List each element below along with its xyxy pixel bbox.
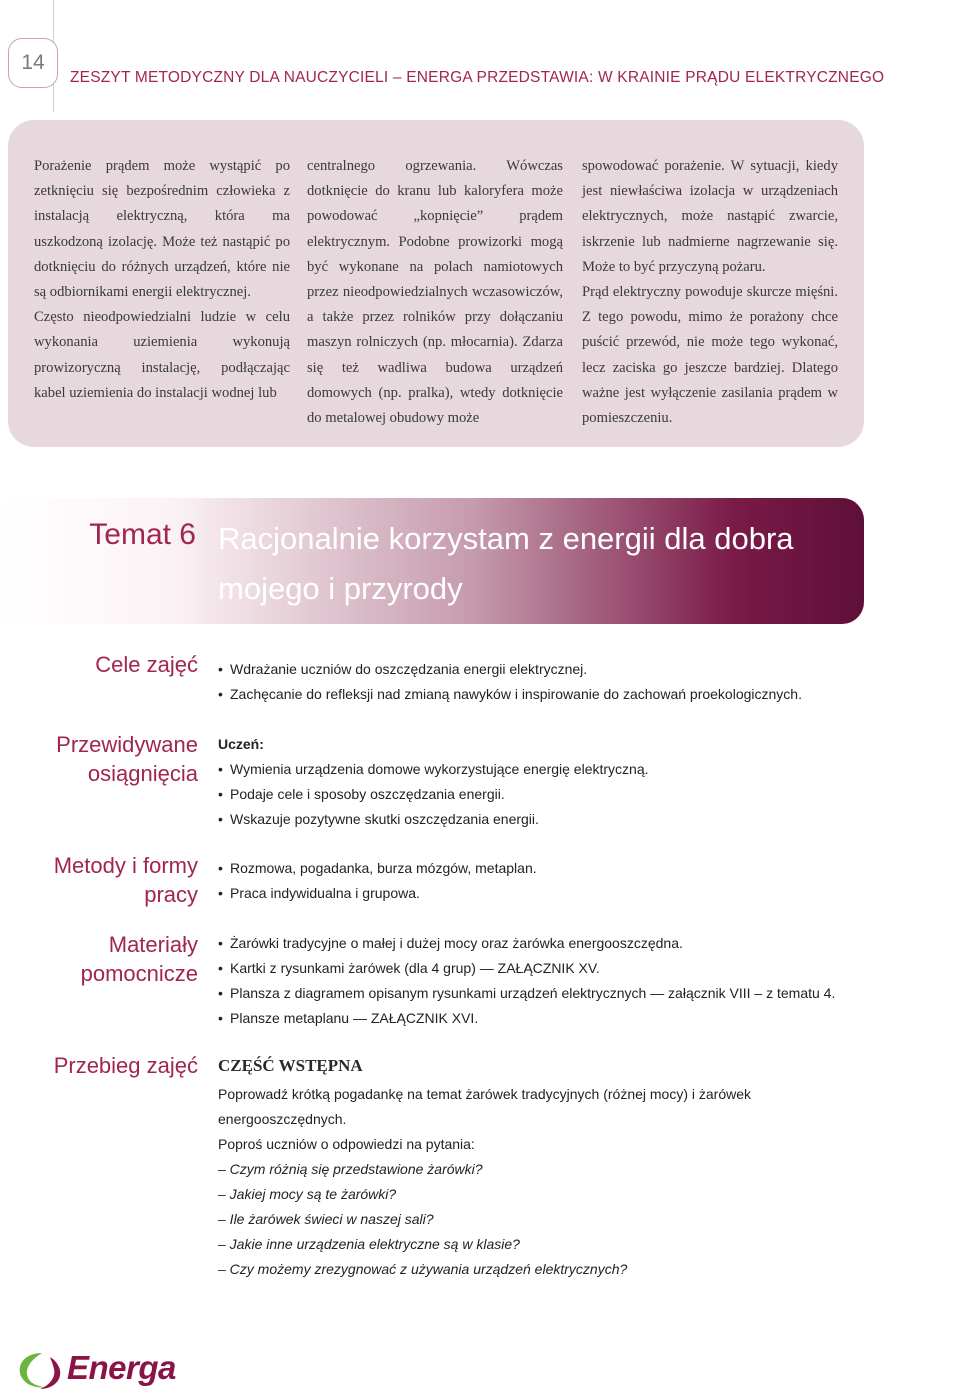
list-item-text: Wymienia urządzenia domowe wykorzystujące energię elektryczną.: [230, 761, 649, 777]
info-paragraph: Często nieodpowiedzialni ludzie w celu wykonania uziemienia wykonują prowizoryczną instalację, podłączając kabel uziemienia do instalacji wodnej lub: [34, 309, 290, 401]
question-item: – Czym różnią się przedstawione żarówki?: [218, 1161, 483, 1177]
bullet: •: [218, 935, 223, 951]
energa-logo-text: Energa: [67, 1349, 176, 1386]
info-column-3: [582, 154, 838, 431]
bullet: •: [218, 661, 223, 677]
list-item: [218, 881, 908, 906]
bullet: •: [218, 686, 223, 702]
list-item-text: Kartki z rysunkami żarówek (dla 4 grup) — ZAŁĄCZNIK XV.: [230, 960, 600, 976]
section-materials: [218, 931, 908, 1031]
question-item: – Jakie inne urządzenia elektryczne są w klasie?: [218, 1236, 520, 1252]
list-item: [218, 1006, 908, 1031]
list-item: [218, 657, 908, 682]
section-label-course: Przebieg zajęć: [53, 1053, 198, 1078]
list-item-text: Rozmowa, pogadanka, burza mózgów, metaplan.: [230, 860, 537, 876]
list-item: [218, 856, 908, 881]
info-paragraph: spowodować porażenie. W sytuacji, kiedy jest niewłaściwa izolacja w urządzeniach elektrycznych, może nastąpić zwarcie, iskrzenie lub nadmierne nagrzewanie się. Może to być przyczyną pożaru.: [582, 158, 838, 275]
section-label-line: pracy: [144, 882, 198, 907]
course-paragraph: Poprowadź krótką pogadankę na temat żarówek tradycyjnych (różnej mocy) i żarówek energooszczędnych.: [218, 1086, 752, 1127]
section-outcomes: [218, 732, 908, 832]
list-item: [218, 956, 908, 981]
info-paragraph: Porażenie prądem może wystąpić po zetknięciu się bezpośrednim człowieka z instalacją elektryczną, która ma uszkodzoną izolację. Może też nastąpić po dotknięciu do różnych urządzeń, które nie są odbiornikami energii elektrycznej.: [34, 158, 290, 301]
bullet: •: [218, 885, 223, 901]
bullet: •: [218, 960, 223, 976]
list-item-text: Podaje cele i sposoby oszczędzania energii.: [230, 786, 505, 802]
list-item-text: Żarówki tradycyjne o małej i dużej mocy oraz żarówka energooszczędna.: [230, 935, 683, 951]
list-item-text: Plansze metaplanu — ZAŁĄCZNIK XVI.: [230, 1010, 479, 1026]
bullet: •: [218, 860, 223, 876]
list-item: [218, 807, 908, 832]
section-label-materials: [81, 930, 198, 988]
energa-logo-icon: [16, 1349, 66, 1393]
section-label-line: pomocnicze: [80, 961, 198, 986]
bullet: •: [218, 985, 223, 1001]
bullet: •: [218, 1010, 223, 1026]
question-item: – Jakiej mocy są te żarówki?: [218, 1186, 397, 1202]
bullet: •: [218, 786, 223, 802]
bullet: •: [218, 811, 223, 827]
section-label-line: Metody i formy: [53, 853, 198, 878]
info-column-1: [34, 154, 290, 406]
section-label-outcomes: [56, 730, 198, 788]
list-item: [218, 782, 908, 807]
topic-number: Temat 6: [89, 518, 196, 551]
section-label-line: Przewidywane: [56, 732, 198, 757]
question-item: – Ile żarówek świeci w naszej sali?: [218, 1211, 434, 1227]
info-paragraph: Prąd elektryczny powoduje skurcze mięśni. Z tego powodu, mimo że porażony chce puścić przewód, nie może tego wykonać, lecz zaciska go jeszcze bardziej. Dlatego ważne jest wyłączenie zasilania prądem w pomieszczeniu.: [582, 284, 838, 427]
section-goals: [218, 657, 908, 707]
list-item-text: Praca indywidualna i grupowa.: [230, 885, 420, 901]
list-item: [218, 757, 908, 782]
section-methods: [218, 856, 908, 906]
info-column-2: [307, 154, 563, 431]
list-item-text: Plansza z diagramem opisanym rysunkami urządzeń elektrycznych — załącznik VIII – z tematu 4.: [230, 985, 836, 1001]
student-label: Uczeń:: [218, 736, 264, 752]
section-label-methods: [54, 851, 198, 909]
section-label-goals: Cele zajęć: [95, 652, 198, 677]
list-item: [218, 931, 908, 956]
list-item-text: Wdrażanie uczniów do oszczędzania energii elektrycznej.: [230, 661, 588, 677]
running-header: ZESZYT METODYCZNY DLA NAUCZYCIELI – ENERGA PRZEDSTAWIA: W KRAINIE PRĄDU ELEKTRYCZNEGO: [70, 69, 885, 86]
page-number: 14: [8, 38, 58, 88]
intro-heading: CZĘŚĆ WSTĘPNA: [218, 1056, 363, 1075]
course-paragraph: Poproś uczniów o odpowiedzi na pytania:: [218, 1136, 475, 1152]
section-course: [218, 1054, 908, 1282]
bullet: •: [218, 761, 223, 777]
topic-title: Racjonalnie korzystam z energii dla dobra mojego i przyrody: [218, 521, 794, 606]
info-paragraph: centralnego ogrzewania. Wówczas dotknięcie do kranu lub kaloryfera może powodować „kopnięcie” prądem elektrycznym. Podobne prowizorki mogą być wykonane na polach namiotowych przez nieodpowiedzialnych wczasowiczów, a także przez rolników przy dołączaniu maszyn rolniczych (np. młocarnia). Zdarza się też wadliwa budowa urządzeń domowych (np. pralka), wtedy dotknięcie do metalowej obudowy może: [307, 158, 563, 427]
list-item: [218, 981, 908, 1006]
section-label-line: osiągnięcia: [87, 761, 198, 786]
list-item-text: Zachęcanie do refleksji nad zmianą nawyków i inspirowanie do zachowań proekologicznych.: [230, 686, 802, 702]
list-item: [218, 682, 908, 707]
section-label-line: Materiały: [108, 932, 198, 957]
question-item: – Czy możemy zrezygnować z używania urządzeń elektrycznych?: [218, 1261, 628, 1277]
list-item-text: Wskazuje pozytywne skutki oszczędzania energii.: [230, 811, 539, 827]
